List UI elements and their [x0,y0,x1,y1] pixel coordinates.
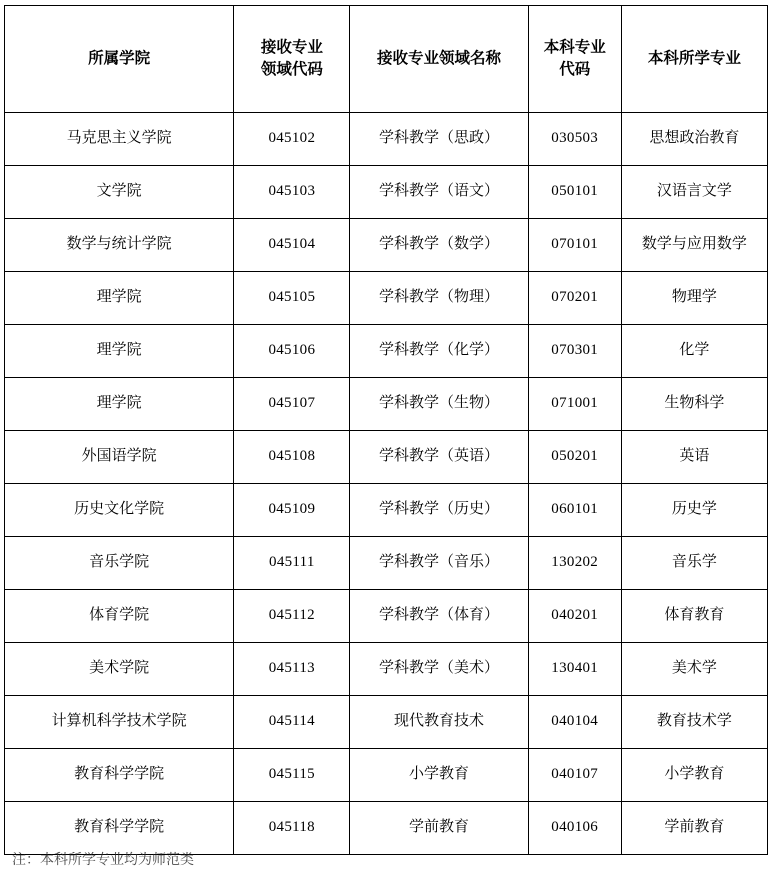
cell-bachelor-major: 学前教育 [621,802,767,855]
cell-accept-code: 045102 [234,113,350,166]
cell-bachelor-code: 130401 [528,643,621,696]
column-header-college-line-1: 所属学院 [88,49,151,67]
cell-bachelor-major: 小学教育 [621,749,767,802]
cell-bachelor-major: 物理学 [621,272,767,325]
cell-bachelor-code: 040106 [528,802,621,855]
cell-bachelor-major: 体育教育 [621,590,767,643]
table-row [5,325,768,378]
cell-college: 体育学院 [5,590,234,643]
column-header-accept-code [234,6,350,113]
column-header-bachelor-code-line-2: 代码 [559,61,591,78]
table-row [5,272,768,325]
cell-accept-name: 学科教学（物理） [350,272,528,325]
column-header-bachelor-major-line-1: 本科所学专业 [647,49,741,67]
cell-bachelor-code: 040104 [528,696,621,749]
column-header-accept-name-line-1: 接收专业领域名称 [377,49,502,67]
cell-bachelor-major: 思想政治教育 [621,113,767,166]
cell-accept-code: 045114 [234,696,350,749]
column-header-accept-code-line-2: 领域代码 [260,61,323,78]
cell-bachelor-major: 美术学 [621,643,767,696]
cell-accept-code: 045113 [234,643,350,696]
column-header-accept-code-line-1: 接收专业 [260,38,323,56]
major-mapping-table [4,5,768,855]
cell-bachelor-code: 130202 [528,537,621,590]
cell-accept-name: 学科教学（化学） [350,325,528,378]
column-header-accept-name [350,6,528,113]
cell-bachelor-major: 音乐学 [621,537,767,590]
cell-accept-name: 学前教育 [350,802,528,855]
table-header [5,6,768,113]
column-header-bachelor-code-line-1: 本科专业 [543,38,606,56]
cell-college: 数学与统计学院 [5,219,234,272]
table-row [5,802,768,855]
cell-accept-name: 学科教学（语文） [350,166,528,219]
cell-bachelor-major: 教育技术学 [621,696,767,749]
table-row [5,378,768,431]
cell-bachelor-code: 070301 [528,325,621,378]
cell-college: 文学院 [5,166,234,219]
cell-accept-code: 045106 [234,325,350,378]
cell-bachelor-code: 050201 [528,431,621,484]
document-page [0,5,773,867]
table-row [5,431,768,484]
cell-accept-name: 学科教学（数学） [350,219,528,272]
column-header-college [5,6,234,113]
cell-accept-code: 045108 [234,431,350,484]
cell-accept-name: 学科教学（音乐） [350,537,528,590]
cell-accept-code: 045109 [234,484,350,537]
cell-bachelor-code: 070101 [528,219,621,272]
table-row [5,696,768,749]
cell-bachelor-major: 英语 [621,431,767,484]
table-row [5,590,768,643]
column-header-bachelor-major [621,6,767,113]
cell-college: 教育科学学院 [5,749,234,802]
cell-accept-code: 045115 [234,749,350,802]
table-row [5,643,768,696]
cell-college: 计算机科学技术学院 [5,696,234,749]
cell-accept-code: 045111 [234,537,350,590]
cell-college: 外国语学院 [5,431,234,484]
column-header-bachelor-code [528,6,621,113]
table-footnote: 注：本科所学专业均为师范类 [12,853,194,868]
cell-accept-name: 学科教学（英语） [350,431,528,484]
cell-college: 理学院 [5,325,234,378]
cell-college: 理学院 [5,378,234,431]
cell-college: 历史文化学院 [5,484,234,537]
cell-accept-name: 学科教学（体育） [350,590,528,643]
table-row [5,113,768,166]
cell-college: 美术学院 [5,643,234,696]
cell-college: 理学院 [5,272,234,325]
cell-bachelor-code: 040201 [528,590,621,643]
cell-accept-code: 045118 [234,802,350,855]
cell-bachelor-major: 历史学 [621,484,767,537]
cell-bachelor-code: 070201 [528,272,621,325]
cell-bachelor-code: 060101 [528,484,621,537]
cell-college: 马克思主义学院 [5,113,234,166]
cell-accept-name: 小学教育 [350,749,528,802]
cell-accept-code: 045105 [234,272,350,325]
cell-accept-name: 学科教学（生物） [350,378,528,431]
cell-accept-name: 现代教育技术 [350,696,528,749]
cell-accept-name: 学科教学（美术） [350,643,528,696]
table-row [5,749,768,802]
cell-accept-code: 045103 [234,166,350,219]
cell-accept-code: 045112 [234,590,350,643]
cell-bachelor-code: 071001 [528,378,621,431]
cell-bachelor-code: 040107 [528,749,621,802]
cell-accept-name: 学科教学（历史） [350,484,528,537]
cell-accept-code: 045107 [234,378,350,431]
table-row [5,484,768,537]
cell-bachelor-major: 数学与应用数学 [621,219,767,272]
cell-bachelor-major: 汉语言文学 [621,166,767,219]
table-body [5,113,768,855]
cell-bachelor-major: 生物科学 [621,378,767,431]
table-row [5,166,768,219]
cell-accept-name: 学科教学（思政） [350,113,528,166]
cell-accept-code: 045104 [234,219,350,272]
table-row [5,537,768,590]
cell-college: 教育科学学院 [5,802,234,855]
table-header-row [5,6,768,113]
table-row [5,219,768,272]
cell-bachelor-code: 030503 [528,113,621,166]
cell-bachelor-major: 化学 [621,325,767,378]
cell-bachelor-code: 050101 [528,166,621,219]
cell-college: 音乐学院 [5,537,234,590]
